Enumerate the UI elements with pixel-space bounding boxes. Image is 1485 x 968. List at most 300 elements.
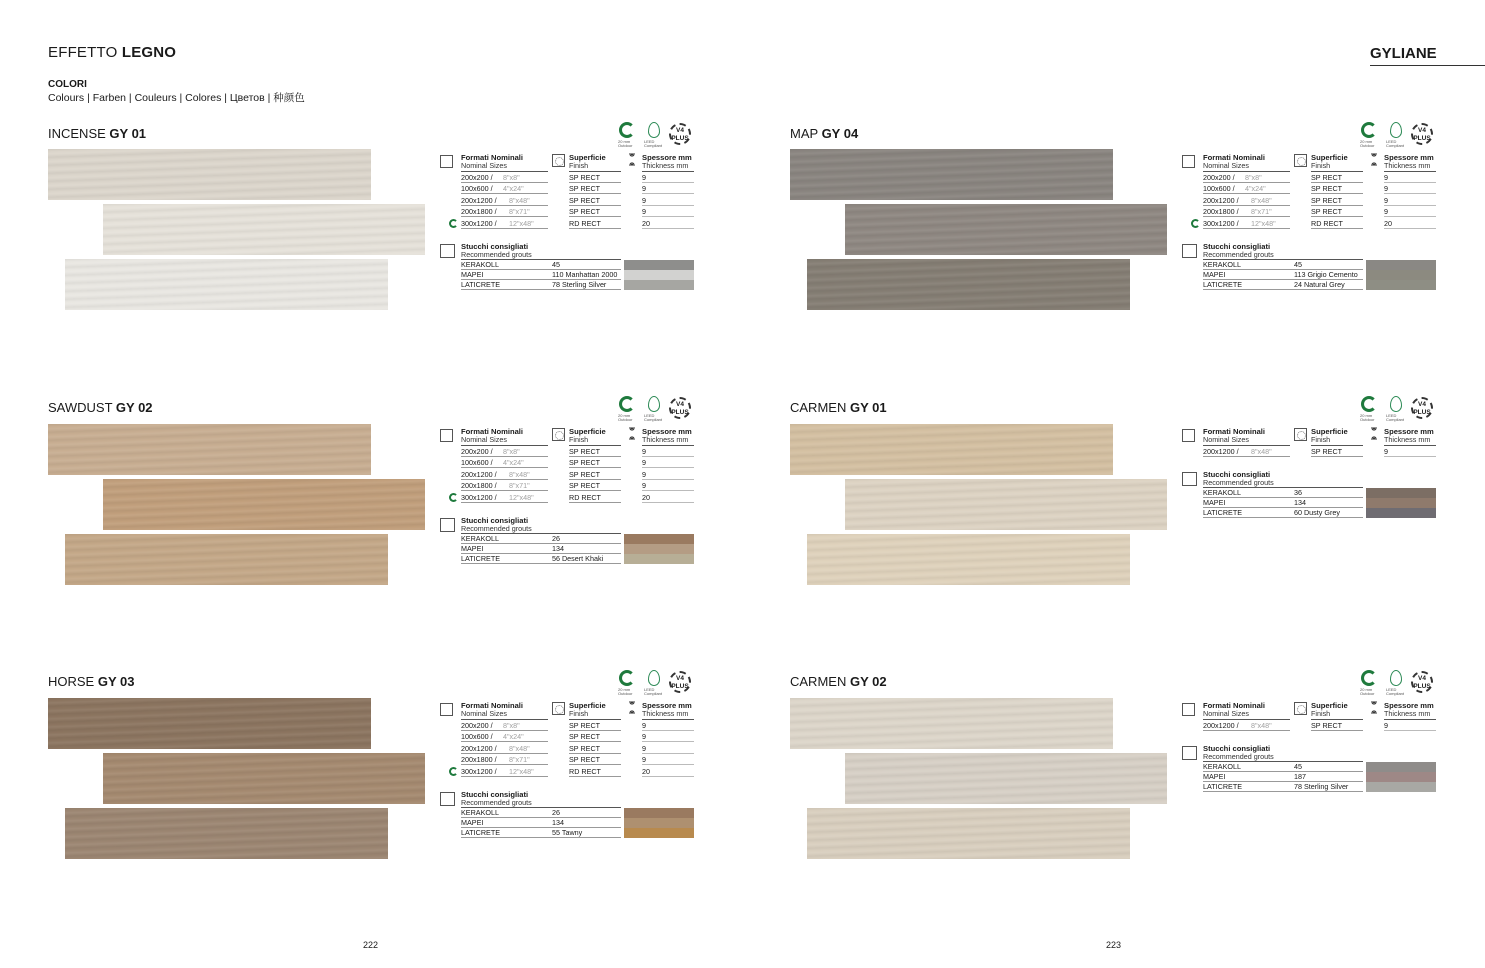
- wood-plank-image: [845, 753, 1167, 804]
- thickness-value: 20: [1384, 218, 1392, 228]
- eco-icon: [1191, 219, 1200, 228]
- product-title: [790, 126, 858, 141]
- finish-value: SP RECT: [569, 481, 601, 491]
- leed-label: LEED Compliant: [644, 139, 663, 148]
- product-code: GY 03: [97, 674, 135, 689]
- grout-code: 26: [552, 808, 560, 817]
- wood-plank-image: [103, 753, 425, 804]
- size-row: [1203, 172, 1436, 183]
- thickness-subheader: Thickness mm: [642, 161, 689, 170]
- eco-outdoor-icon: [619, 670, 635, 686]
- product-name: MAP: [790, 126, 822, 141]
- thickness-value: 20: [642, 218, 650, 228]
- size-row: [1203, 446, 1436, 457]
- wood-grain-texture: [103, 479, 425, 530]
- leed-label: LEED Compliant: [644, 413, 663, 422]
- eco-icon: [449, 493, 458, 502]
- section-title-light: EFFETTO: [48, 44, 122, 61]
- thickness-value: 9: [642, 469, 646, 479]
- finish-icon: [1294, 702, 1307, 715]
- size-row: [461, 206, 694, 217]
- sizes-subheader: Nominal Sizes: [1203, 435, 1249, 444]
- grouts-header: Stucchi consigliati: [1203, 470, 1271, 480]
- thickness-subheader: Thickness mm: [1384, 435, 1431, 444]
- finish-subheader: Finish: [569, 709, 589, 718]
- grout-color-swatch: [624, 818, 694, 828]
- size-row: [461, 743, 694, 754]
- leed-label: LEED Compliant: [644, 687, 663, 696]
- grout-brand: MAPEI: [1203, 498, 1226, 508]
- spec-table: [438, 698, 694, 848]
- grout-brand: LATICRETE: [461, 279, 501, 289]
- grout-color-swatch: [1366, 270, 1436, 280]
- eco-outdoor-icon: [619, 122, 635, 138]
- row-rule: [1203, 517, 1363, 518]
- grout-code: 134: [552, 543, 564, 553]
- finish-value: SP RECT: [1311, 184, 1343, 194]
- leed-leaf-icon: [648, 122, 660, 138]
- grouts-header: Stucchi consigliati: [461, 790, 529, 799]
- wood-plank-image: [807, 808, 1130, 859]
- thickness-header: Spessore mm: [1384, 153, 1434, 162]
- product-name: CARMEN: [790, 674, 850, 689]
- grout-code: 56 Desert Khaki: [552, 553, 604, 563]
- thickness-header: Spessore mm: [642, 427, 692, 436]
- size-inch: 8"x8": [503, 721, 520, 730]
- thickness-subheader: Thickness mm: [1384, 709, 1431, 718]
- thickness-header: Spessore mm: [1384, 701, 1434, 710]
- finish-value: RD RECT: [569, 766, 601, 776]
- grout-brand: LATICRETE: [461, 827, 501, 837]
- size-row: [461, 766, 694, 777]
- wood-plank-image: [65, 808, 388, 859]
- grout-brand: KERAKOLL: [1203, 488, 1241, 498]
- thickness-value: 20: [642, 766, 650, 776]
- wood-grain-texture: [48, 698, 371, 749]
- wood-grain-texture: [103, 753, 425, 804]
- thickness-value: 9: [642, 184, 646, 194]
- thickness-header: Spessore mm: [1384, 427, 1434, 436]
- finish-value: SP RECT: [569, 195, 601, 205]
- size-row: [461, 172, 694, 183]
- row-rule: [1203, 730, 1290, 731]
- size-inch: 8"x71": [1251, 207, 1272, 217]
- nominal-size-icon: [1182, 703, 1195, 716]
- thickness-icon: [628, 153, 636, 166]
- grout-code: 45: [1294, 762, 1302, 772]
- grout-brand: MAPEI: [1203, 772, 1226, 782]
- wood-plank-image: [65, 534, 388, 585]
- sizes-subheader: Nominal Sizes: [461, 435, 507, 444]
- leed-leaf-icon: [1390, 670, 1402, 686]
- row-rule: [461, 289, 621, 290]
- grout-color-swatch: [624, 828, 694, 838]
- wood-plank-image: [103, 204, 425, 255]
- brand-name: GYLIANE: [1370, 45, 1437, 62]
- wood-grain-texture: [790, 149, 1113, 200]
- product-name: INCENSE: [48, 126, 110, 141]
- certification-badges: [618, 121, 698, 149]
- size-row: [461, 720, 694, 731]
- product-title: [790, 674, 887, 689]
- finish-value: SP RECT: [569, 469, 601, 479]
- outdoor-label: 20 mm Outdoor: [1360, 413, 1375, 422]
- size-row: [461, 480, 694, 491]
- sizes-subheader: Nominal Sizes: [461, 161, 507, 170]
- grout-icon: [440, 244, 455, 258]
- eco-icon: [449, 767, 458, 776]
- thickness-subheader: Thickness mm: [642, 709, 689, 718]
- grout-brand: MAPEI: [461, 543, 484, 553]
- thickness-value: 9: [642, 481, 646, 491]
- size-inch: 4"x24": [503, 732, 524, 742]
- grout-color-swatch: [1366, 782, 1436, 792]
- thickness-icon: [1370, 153, 1378, 166]
- grout-color-swatch: [624, 554, 694, 564]
- thickness-value: 9: [1384, 195, 1388, 205]
- grout-code: 45: [552, 260, 560, 269]
- row-rule: [1203, 228, 1290, 229]
- thickness-value: 9: [642, 207, 646, 217]
- size-inch: 8"x8": [503, 447, 520, 456]
- wood-grain-texture: [807, 808, 1130, 859]
- size-mm: 200x1200 /: [1203, 195, 1239, 205]
- v4-plus-badge: V4 PLUS: [1411, 671, 1433, 693]
- thickness-value: 9: [1384, 721, 1388, 730]
- size-mm: 200x200 /: [1203, 173, 1235, 182]
- row-rule: [1203, 771, 1363, 772]
- row-rule: [1311, 730, 1363, 731]
- grout-brand: KERAKOLL: [1203, 260, 1241, 269]
- size-row: [1203, 720, 1436, 731]
- thickness-value: 9: [1384, 173, 1388, 182]
- finish-header: Superficie: [1311, 153, 1348, 162]
- page-number-left: 222: [363, 940, 379, 950]
- grout-icon: [1182, 472, 1197, 486]
- grout-color-swatch: [1366, 280, 1436, 290]
- spec-table: [1180, 698, 1436, 848]
- section-title: [48, 44, 176, 61]
- wood-grain-texture: [845, 479, 1167, 530]
- grout-color-swatch: [1366, 762, 1436, 772]
- size-mm: 200x1200 /: [461, 743, 497, 753]
- size-mm: 100x600 /: [461, 458, 493, 468]
- size-inch: 12"x48": [509, 766, 534, 776]
- size-row: [461, 457, 694, 468]
- finish-subheader: Finish: [1311, 435, 1331, 444]
- grout-code: 134: [552, 817, 564, 827]
- size-inch: 8"x71": [509, 481, 530, 491]
- thickness-value: 20: [642, 492, 650, 502]
- thickness-subheader: Thickness mm: [1384, 161, 1431, 170]
- finish-value: SP RECT: [569, 207, 601, 217]
- eco-outdoor-icon: [1361, 122, 1377, 138]
- grout-color-swatch: [1366, 260, 1436, 270]
- product-name: CARMEN: [790, 400, 850, 415]
- finish-value: SP RECT: [569, 755, 601, 765]
- row-rule: [461, 776, 548, 777]
- size-mm: 200x1800 /: [1203, 207, 1239, 217]
- grout-brand: MAPEI: [461, 269, 484, 279]
- row-rule: [461, 563, 621, 564]
- wood-plank-image: [845, 204, 1167, 255]
- sizes-subheader: Nominal Sizes: [1203, 709, 1249, 718]
- row-rule: [1384, 730, 1436, 731]
- eco-icon: [449, 219, 458, 228]
- grouts-header: Stucchi consigliati: [461, 516, 529, 525]
- product-title: [48, 674, 134, 689]
- finish-value: RD RECT: [569, 218, 601, 228]
- grout-color-swatch: [624, 270, 694, 280]
- grout-brand: MAPEI: [461, 817, 484, 827]
- size-inch: 4"x24": [503, 184, 524, 194]
- finish-value: SP RECT: [1311, 195, 1343, 205]
- v4-plus-badge: V4 PLUS: [1411, 123, 1433, 145]
- size-mm: 200x1200 /: [1203, 721, 1239, 730]
- brand-underline: [1370, 65, 1485, 66]
- v4-plus-badge: V4 PLUS: [1411, 397, 1433, 419]
- row-rule: [1203, 791, 1363, 792]
- sizes-header: Formati Nominali: [461, 427, 524, 436]
- grout-brand: LATICRETE: [461, 553, 501, 563]
- wood-plank-image: [790, 424, 1113, 475]
- finish-value: SP RECT: [1311, 721, 1343, 730]
- size-row: [461, 195, 694, 206]
- grout-code: 60 Dusty Grey: [1294, 508, 1340, 517]
- size-row: [461, 446, 694, 457]
- finish-value: SP RECT: [569, 732, 601, 742]
- grout-code: 78 Sterling Silver: [552, 279, 607, 289]
- colours-heading: COLORI: [48, 79, 87, 90]
- finish-header: Superficie: [569, 153, 606, 162]
- row-rule: [1203, 456, 1290, 457]
- outdoor-label: 20 mm Outdoor: [1360, 139, 1375, 148]
- thickness-value: 9: [642, 447, 646, 456]
- grouts-subheader: Recommended grouts: [1203, 478, 1274, 488]
- finish-value: SP RECT: [569, 173, 601, 182]
- wood-plank-image: [103, 479, 425, 530]
- thickness-icon: [1370, 701, 1378, 714]
- finish-icon: [1294, 428, 1307, 441]
- leed-leaf-icon: [648, 396, 660, 412]
- row-rule: [642, 776, 694, 777]
- sizes-header: Formati Nominali: [461, 701, 524, 710]
- leed-leaf-icon: [648, 670, 660, 686]
- finish-value: SP RECT: [1311, 447, 1343, 456]
- v4-plus-badge: V4 PLUS: [669, 123, 691, 145]
- eco-outdoor-icon: [1361, 396, 1377, 412]
- finish-value: SP RECT: [1311, 173, 1343, 182]
- thickness-value: 9: [1384, 207, 1388, 217]
- thickness-value: 9: [1384, 447, 1388, 456]
- size-mm: 200x1800 /: [461, 207, 497, 217]
- finish-subheader: Finish: [569, 435, 589, 444]
- wood-grain-texture: [807, 534, 1130, 585]
- row-rule: [461, 502, 548, 503]
- size-inch: 8"x48": [509, 743, 530, 753]
- wood-plank-image: [807, 259, 1130, 310]
- thickness-value: 9: [642, 173, 646, 182]
- product-title: [48, 126, 146, 141]
- wood-grain-texture: [65, 534, 388, 585]
- grout-color-swatch: [1366, 488, 1436, 498]
- size-inch: 8"x71": [509, 207, 530, 217]
- certification-badges: [618, 395, 698, 423]
- colours-translations: Colours | Farben | Couleurs | Colores | Цветов | 种颜色: [48, 92, 305, 104]
- size-inch: 8"x48": [509, 469, 530, 479]
- outdoor-label: 20 mm Outdoor: [618, 687, 633, 696]
- size-mm: 300x1200 /: [1203, 218, 1239, 228]
- thickness-subheader: Thickness mm: [642, 435, 689, 444]
- grout-icon: [1182, 746, 1197, 760]
- size-mm: 200x200 /: [461, 721, 493, 730]
- grout-code: 55 Tawny: [552, 827, 583, 837]
- size-inch: 8"x48": [509, 195, 530, 205]
- thickness-value: 9: [642, 458, 646, 468]
- row-rule: [461, 228, 548, 229]
- grout-code: 113 Grigio Cemento: [1294, 269, 1358, 279]
- finish-header: Superficie: [1311, 701, 1348, 710]
- row-rule: [1384, 228, 1436, 229]
- size-row: [1203, 195, 1436, 206]
- eco-outdoor-icon: [619, 396, 635, 412]
- grout-color-swatch: [624, 534, 694, 544]
- size-inch: 12"x48": [509, 218, 534, 228]
- sizes-subheader: Nominal Sizes: [1203, 161, 1249, 170]
- section-title-bold: LEGNO: [121, 44, 177, 61]
- sizes-subheader: Nominal Sizes: [461, 709, 507, 718]
- leed-label: LEED Compliant: [1386, 139, 1405, 148]
- product-name: SAWDUST: [48, 400, 116, 415]
- product-code: GY 02: [115, 400, 153, 415]
- sizes-header: Formati Nominali: [1203, 427, 1266, 436]
- grouts-subheader: Recommended grouts: [461, 798, 532, 807]
- wood-grain-texture: [65, 259, 388, 310]
- leed-leaf-icon: [1390, 122, 1402, 138]
- size-inch: 8"x48": [1251, 447, 1272, 456]
- grout-brand: LATICRETE: [1203, 782, 1243, 791]
- finish-header: Superficie: [569, 701, 606, 710]
- finish-subheader: Finish: [1311, 161, 1331, 170]
- size-mm: 200x200 /: [461, 447, 493, 456]
- size-inch: 8"x8": [1245, 173, 1262, 182]
- grout-brand: LATICRETE: [1203, 279, 1243, 289]
- spec-table: [1180, 150, 1436, 300]
- grout-icon: [440, 792, 455, 806]
- row-rule: [642, 502, 694, 503]
- finish-subheader: Finish: [1311, 709, 1331, 718]
- grout-code: 26: [552, 534, 560, 543]
- size-mm: 300x1200 /: [461, 766, 497, 776]
- row-rule: [461, 817, 621, 818]
- finish-subheader: Finish: [569, 161, 589, 170]
- row-rule: [642, 228, 694, 229]
- size-inch: 8"x8": [503, 173, 520, 182]
- product-title: [48, 400, 153, 415]
- grout-color-swatch: [624, 260, 694, 270]
- finish-value: SP RECT: [569, 743, 601, 753]
- wood-grain-texture: [807, 259, 1130, 310]
- certification-badges: [1360, 669, 1440, 697]
- size-row: [461, 469, 694, 480]
- thickness-icon: [628, 701, 636, 714]
- v4-plus-badge: V4 PLUS: [669, 671, 691, 693]
- wood-plank-image: [790, 149, 1113, 200]
- wood-grain-texture: [65, 808, 388, 859]
- product-code: GY 01: [849, 400, 887, 415]
- wood-plank-image: [807, 534, 1130, 585]
- size-inch: 4"x24": [1245, 184, 1266, 194]
- row-rule: [1203, 497, 1363, 498]
- size-row: [461, 492, 694, 503]
- v4-plus-badge: V4 PLUS: [669, 397, 691, 419]
- size-mm: 100x600 /: [461, 732, 493, 742]
- size-inch: 4"x24": [503, 458, 524, 468]
- grout-code: 78 Sterling Silver: [1294, 782, 1349, 791]
- size-row: [461, 183, 694, 194]
- size-inch: 12"x48": [1251, 218, 1276, 228]
- grout-icon: [440, 518, 455, 532]
- size-inch: 8"x71": [509, 755, 530, 765]
- grouts-header: Stucchi consigliati: [461, 242, 529, 251]
- eco-outdoor-icon: [1361, 670, 1377, 686]
- wood-grain-texture: [48, 149, 371, 200]
- grout-color-swatch: [1366, 772, 1436, 782]
- grout-icon: [1182, 244, 1197, 258]
- grout-color-swatch: [1366, 498, 1436, 508]
- finish-header: Superficie: [1311, 427, 1348, 436]
- wood-grain-texture: [845, 204, 1167, 255]
- size-mm: 200x1800 /: [461, 481, 497, 491]
- grout-color-swatch: [624, 808, 694, 818]
- size-row: [1203, 183, 1436, 194]
- thickness-value: 9: [1384, 184, 1388, 194]
- wood-grain-texture: [48, 424, 371, 475]
- finish-value: SP RECT: [569, 458, 601, 468]
- thickness-header: Spessore mm: [642, 153, 692, 162]
- grout-brand: KERAKOLL: [1203, 762, 1241, 772]
- finish-header: Superficie: [569, 427, 606, 436]
- product-code: GY 01: [109, 126, 147, 141]
- row-rule: [461, 837, 621, 838]
- wood-grain-texture: [103, 204, 425, 255]
- spec-table: [438, 150, 694, 300]
- size-row: [1203, 218, 1436, 229]
- nominal-size-icon: [440, 429, 453, 442]
- wood-plank-image: [65, 259, 388, 310]
- row-rule: [569, 776, 621, 777]
- finish-icon: [552, 428, 565, 441]
- size-row: [1203, 206, 1436, 217]
- spec-table: [438, 424, 694, 574]
- leed-label: LEED Compliant: [1386, 413, 1405, 422]
- finish-value: SP RECT: [569, 721, 601, 730]
- size-inch: 8"x48": [1251, 195, 1272, 205]
- thickness-value: 9: [642, 721, 646, 730]
- finish-value: SP RECT: [569, 184, 601, 194]
- leed-label: LEED Compliant: [1386, 687, 1405, 696]
- thickness-icon: [1370, 427, 1378, 440]
- grout-brand: KERAKOLL: [461, 260, 499, 269]
- outdoor-label: 20 mm Outdoor: [618, 413, 633, 422]
- product-code: GY 02: [849, 674, 887, 689]
- wood-plank-image: [790, 698, 1113, 749]
- finish-value: RD RECT: [1311, 218, 1343, 228]
- wood-grain-texture: [790, 698, 1113, 749]
- certification-badges: [1360, 121, 1440, 149]
- size-mm: 300x1200 /: [461, 492, 497, 502]
- spec-table: [1180, 424, 1436, 574]
